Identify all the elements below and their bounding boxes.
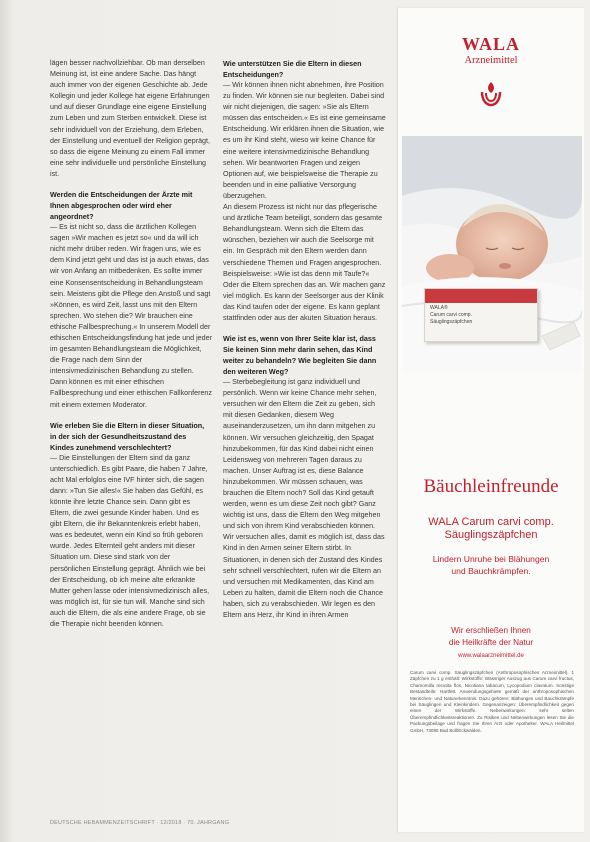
paragraph: — Sterbebegleitung ist ganz individuell und persönlich. Wenn wir keine Chance mehr sehen, versuchen wir den Eltern die Zeit zu geben, sich mit diesen Gedanken, diesem Weg auseinanderzusetzen, um ihn dann mitgehen zu können. Wir versuchen gleichzeitig, den Spagat hinzubekommen, für das Kind dabei nicht einen Leidensweg von mehreren Tagen daraus zu machen. Unser Auftrag ist es, diese Balance hinzubekommen. Wir müssen schauen, was brauchen die Eltern noch? Soll das Kind getauft werden, wenn es um diese Zeit noch gibt? Ganz wichtig ist uns, dass die Eltern den Weg mitgehen und sich von ihrem Kind verabschieden können. Wir versuchen alles, damit es möglich ist, dass das Kind in den Armen seiner Eltern stirbt. In Situationen, in denen sich der Zustand des Kindes sehr schnell verschlechtert, rufen wir die Eltern an und versuchen mit Medikamenten, das Kind am Leben zu halten, damit die Eltern noch die Chance haben, sich zu verabschieden. Wir legen es den Eltern ans Herz, ihr Kind in ihren Armen bbox=[223, 378, 385, 620]
claim-line: und Bauchkrämpfen. bbox=[451, 566, 531, 576]
text-column-middle bbox=[223, 58, 386, 630]
tagline-line: die Heilkräfte der Natur bbox=[448, 637, 534, 647]
brand-subtitle: Arzneimittel bbox=[464, 55, 518, 66]
product-line: Säuglingszäpfchen bbox=[444, 529, 538, 541]
text-column-left bbox=[50, 58, 212, 639]
baby-photo bbox=[402, 136, 582, 372]
brand-logo-text: WALA bbox=[461, 34, 520, 54]
wala-logo-icon bbox=[480, 80, 502, 113]
interview-question: Wie unterstützen Sie die Eltern in diesen Entscheidungen? bbox=[223, 59, 362, 79]
paragraph: lägen besser nachvollziehbar. Ob man derselben Meinung ist, ist eine andere Sache. Das hängt auch immer von der eigenen Geschichte ab. Jede Kollegin und jeder Kollege hat eigene Erfahrungen und auf dieser Grundlage eine eigene Einstellung zum Leben und zum Sterben entwickelt. Diese ist sehr individuell von der Erziehung, dem Erleben, der Einstellung und eventuell der Religion geprägt, so dass die eigene Meinung zu einem Fall immer eine sehr individuelle und persönliche Einstellung ist. bbox=[50, 59, 210, 178]
paragraph: — Die Einstellungen der Eltern sind da ganz unterschiedlich. Es gibt Paare, die haben 7 Jahre, acht Mal erfolglos eine IVF hinter sich, die sagen dann: »Tun Sie alles!« Sie haben das Gefühl, es könnte ihre letzte Chance sein. Dann gibt es Eltern, die zwei gesunde Kinder haben. Und es gibt Eltern, die ihr Bekanntenkreis erlebt haben, was es bedeutet, wenn ein Kind so früh geboren wurde. Jedes Elternteil geht anders mit dieser Situation um. Diese sind stark von der persönlichen Einstellung geprägt. Ähnlich wie bei der Entscheidung, ob ich meine alte erkrankte Mutter gehen lasse oder intensivmedizinisch alles, was möglich ist, für sie tun will. Manche sind sich auch die Eltern, die als eine andere Frage, ob sie die Therapie nicht beenden können. bbox=[50, 453, 210, 629]
ad-tagline bbox=[398, 625, 584, 648]
interview-question: Wie ist es, wenn von Ihrer Seite klar ist, dass Sie keinen Sinn mehr darin sehen, das Kind weiter zu behandeln? Wie begleiten Sie dann den weiteren Weg? bbox=[223, 334, 377, 377]
package-product: Carum carvi comp. bbox=[430, 312, 472, 318]
ad-website-link[interactable]: www.walaarzneimittel.de bbox=[458, 653, 524, 659]
product-line: WALA Carum carvi comp. bbox=[428, 516, 554, 528]
package-subtitle: Säuglingszäpfchen bbox=[430, 319, 473, 325]
page-footer: DEUTSCHE HEBAMMENZEITSCHRIFT · 12/2018 · 70. JAHRGANG bbox=[50, 820, 230, 826]
paragraph: An diesem Prozess ist nicht nur das pflegerische und ärztliche Team beteiligt, sondern das gesamte Behandlungsteam. Wenn sich die Eltern das wünschen, beziehen wir auch die Seelsorge mit ein. Im Gespräch mit den Eltern werden dann verschiedene Themen und Fragen angesprochen. Beispielsweise: »Wie ist das denn mit Taufe?« Oder die Eltern sprechen das an. Wir machen ganz viel möglich. Es kann der Seelsorger aus der Klinik das Kind taufen oder der eigene. Es kann geplant stattfinden oder aus der akuten Situation heraus. bbox=[223, 203, 386, 322]
paragraph: — Es ist nicht so, dass die ärztlichen Kollegen sagen »Wir machen es jetzt so« und da will ich nicht mehr drüber reden. Wir fragen uns, wie es dem Kind jetzt geht und das ist ja auch etwas, das wir von Anfang an mitbedenken. Es sollte immer eine Konsensentscheidung in Behandlungsteam sein. Meistens gibt die Pflege den Anstoß und sagt »Können, es wird Zeit, lasst uns mit den Eltern sprechen. Wo stehen die? Wir brauchen eine ethische Fallbesprechung.« In unserem Modell der ethischen Entscheidungsfindung hat jede und jeder im gesamten Behandlungsteam die Möglichkeit, die Frage nach dem Sinn der intensivmedizinischen Behandlung zu stellen. Dann können es mit einer ethischen Fallbesprechung und einer ethischen Fallkonferenz mit einem externen Moderator. bbox=[50, 223, 212, 409]
interview-question: Werden die Entscheidungen der Ärzte mit Ihnen abgesprochen oder wird eher angeordnet? bbox=[50, 190, 193, 222]
tagline-line: Wir erschließen Ihnen bbox=[451, 626, 531, 635]
ad-product-name bbox=[398, 516, 584, 542]
claim-line: Lindern Unruhe bei Blähungen bbox=[432, 554, 550, 564]
paragraph: — Wir können ihnen nicht abnehmen, ihre Position zu finden. Wir können sie nur begleiten. Dabei sind wir nicht diejenigen, die sagen: »Sie als Eltern müssen das entscheiden.« Es ist eine gemeinsame Entscheidung. Wir erklären ihnen die Situation, wie es um ihr Kind steht, wieso wir keine Chance für eine weitere intensivmedizinische Behandlung sehen. Wir beantworten Fragen und zeigen Optionen auf, wie beispielsweise die Therapie zu beenden und in eine palliative Versorgung überzugehen. bbox=[223, 81, 386, 200]
product-package bbox=[424, 288, 538, 342]
ad-headline: Bäuchleinfreunde bbox=[423, 476, 559, 497]
advertisement bbox=[398, 8, 584, 832]
interview-question: Wie erleben Sie die Eltern in dieser Situation, in der sich der Gesundheitszustand des Kindes zunehmend verschlechtert? bbox=[50, 420, 205, 452]
ad-claim bbox=[398, 553, 584, 577]
package-brand: WALA® bbox=[430, 305, 448, 311]
ad-legal-text: Carum carvi comp. Säuglingszäpfchen (Anthroposophisches Arzneimittel). 1 Zäpfchen zu 1 g enthält: Wirkstoffe: Wässriger Auszug aus Carum carvi fructus, Chamomilla recutita flos, Nicotiana tabacum, Lycopodium clavatum. Sonstige Bestandteile: Hartfett. Anwendungsgebiete gemäß der anthroposophischen Menschen- und Naturerkenntnis. Dazu gehören: Blähungen und Bauchkrämpfe bei Säuglingen und Kleinkindern. Gegenanzeigen: Überempfindlichkeit gegen einen der Wirkstoffe. Nebenwirkungen: sehr selten Überempfindlichkeitsreaktionen. Zu Risiken und Nebenwirkungen lesen Sie die Packungsbeilage und fragen Sie Ihren Arzt oder Apotheker. WALA Heilmittel GmbH, 73085 Bad Boll/Eckwälden. bbox=[410, 670, 574, 733]
